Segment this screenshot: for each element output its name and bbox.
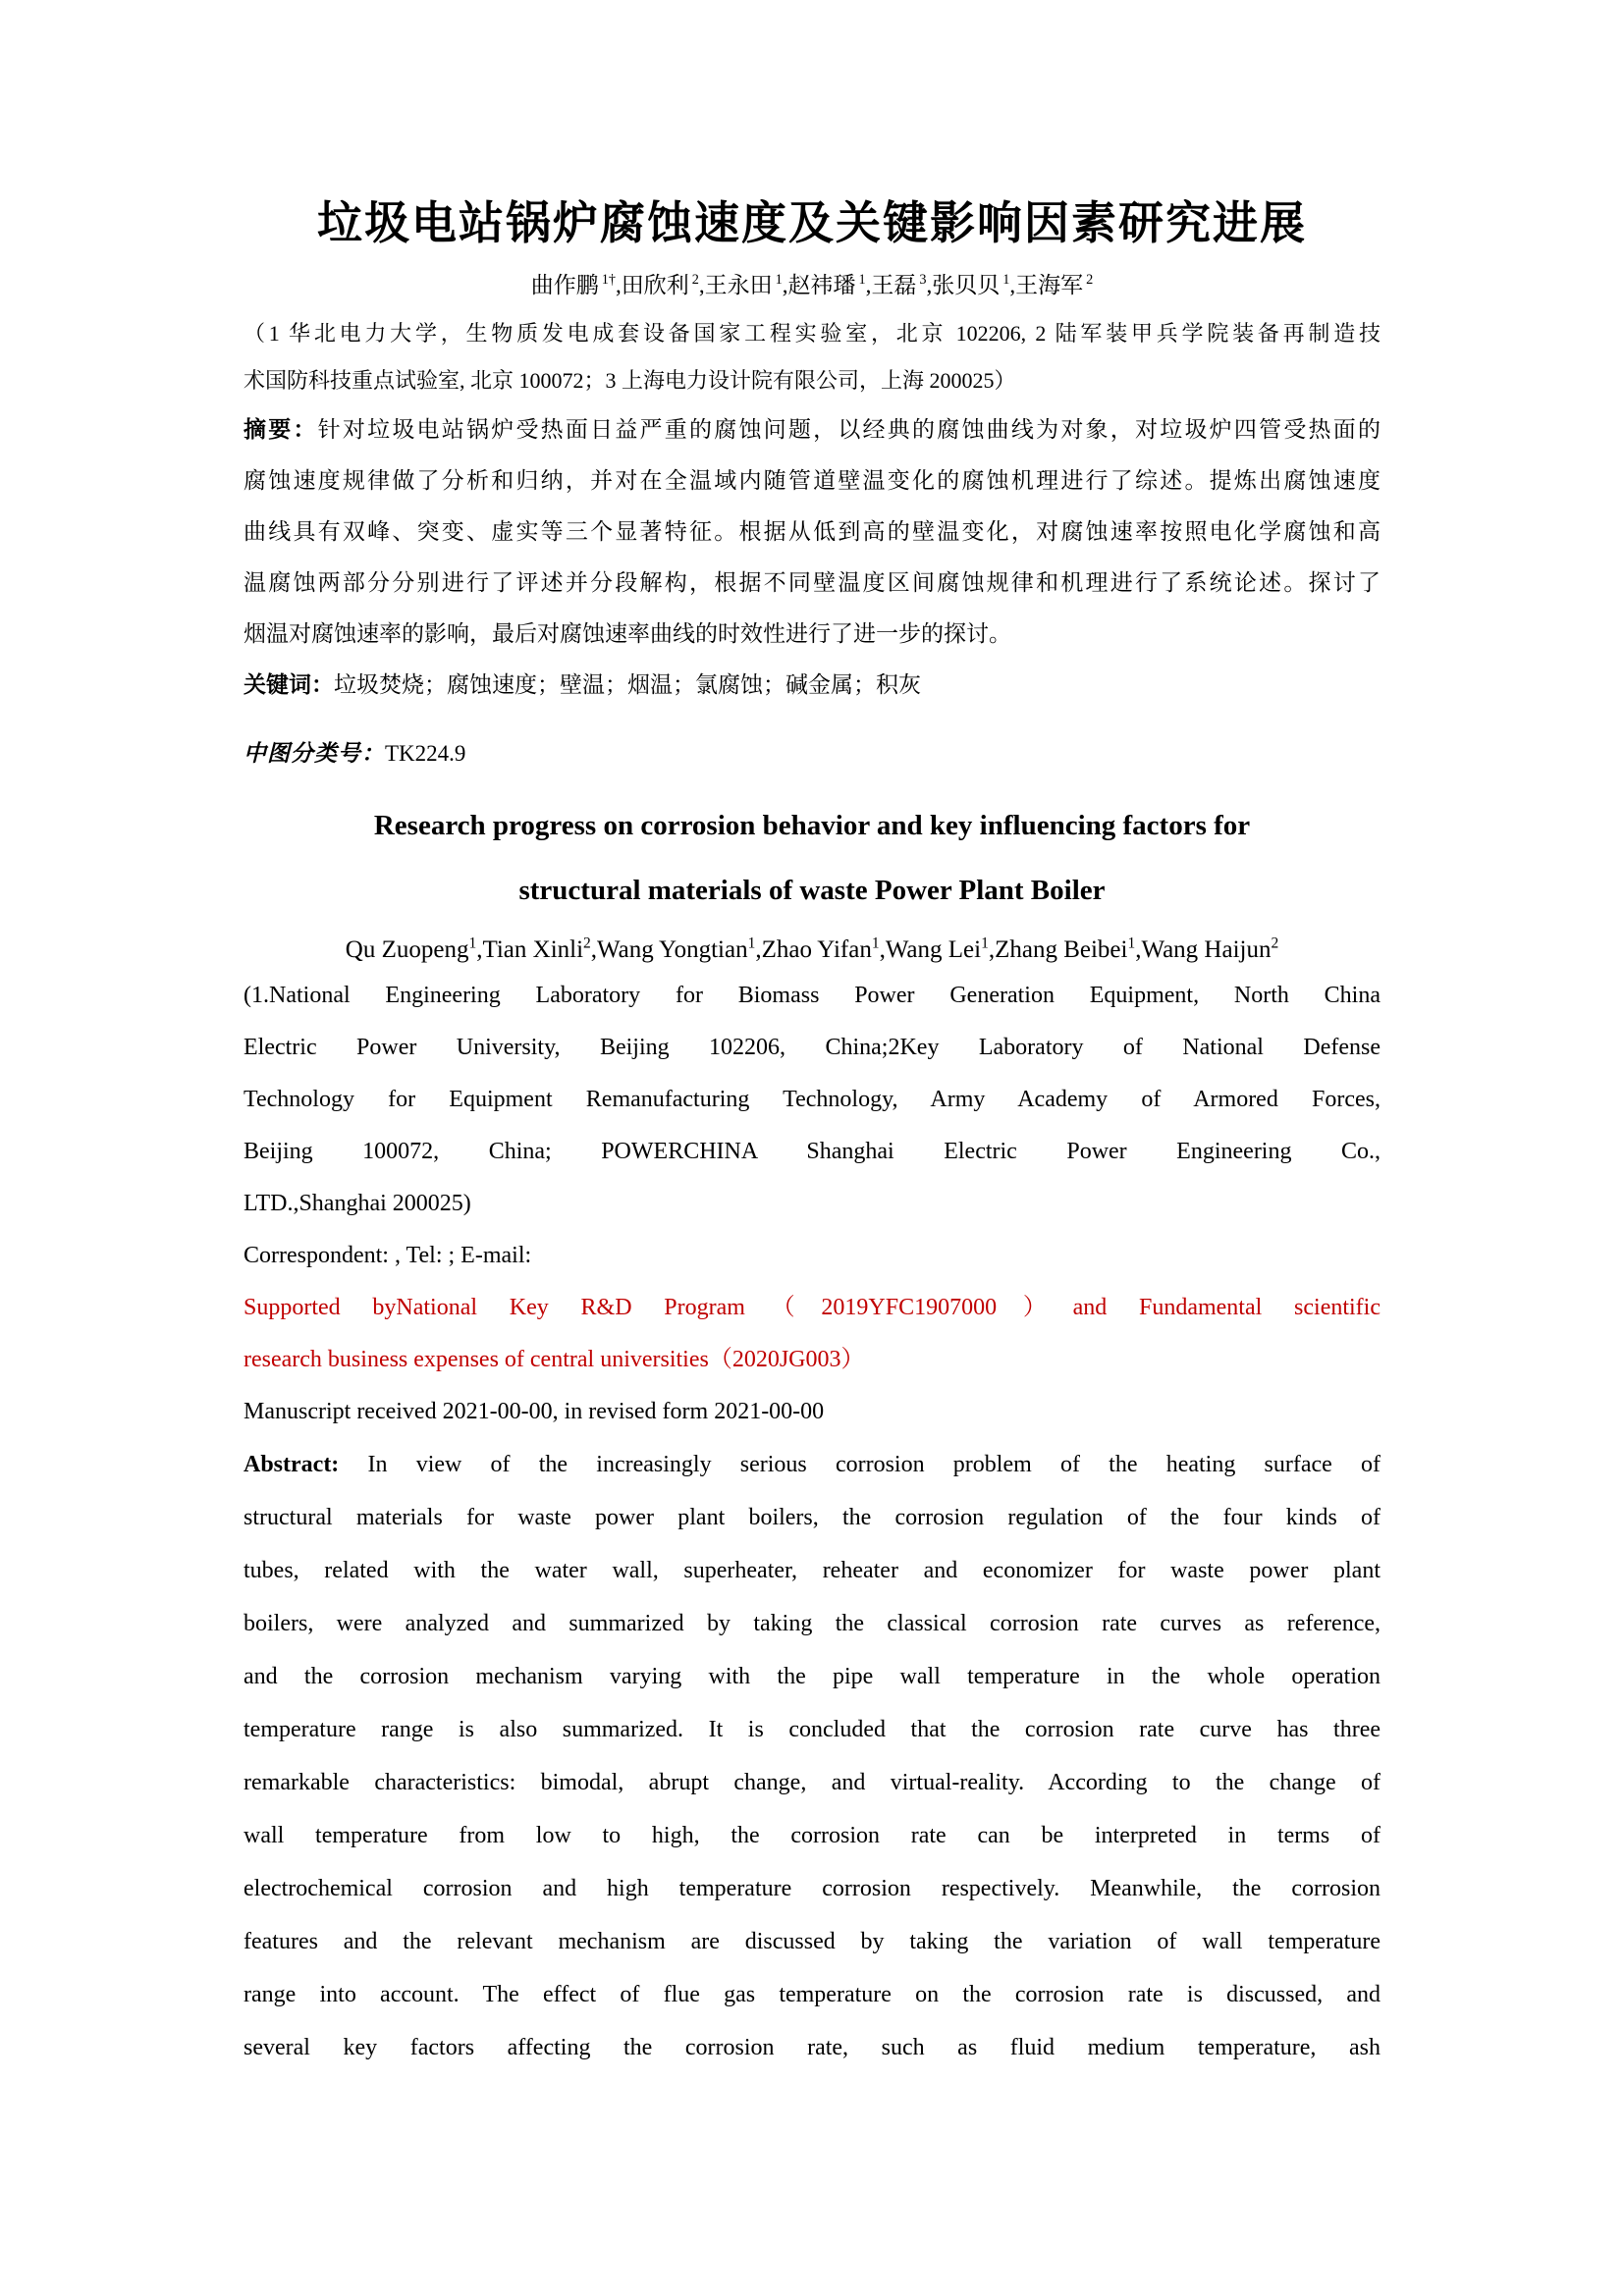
author-superscript: 2: [1086, 272, 1094, 289]
received-line: Manuscript received 2021-00-00, in revised form 2021-00-00: [244, 1399, 825, 1424]
text-line: remarkable characteristics: bimodal, abrupt change, and virtual-reality. According to the change of: [244, 1770, 1380, 1795]
english-title: [244, 793, 1380, 923]
text-line: structural materials for waste power plant boilers, the corrosion regulation of the four kinds of: [244, 1505, 1380, 1530]
english-abstract: [244, 1438, 1380, 2074]
english-abstract-lines: [244, 1491, 1380, 2074]
correspondent-line: Correspondent: , Tel: ; E-mail:: [244, 1243, 532, 1268]
funding-line: research business expenses of central universities（2020JG003）: [244, 1347, 865, 1372]
author-superscript: 3: [919, 272, 927, 289]
text-line: electrochemical corrosion and high temperature corrosion respectively. Meanwhile, the corrosion: [244, 1876, 1380, 1901]
chinese-title: 垃圾电站锅炉腐蚀速度及关键影响因素研究进展: [317, 198, 1307, 248]
chinese-abstract-first-text: 针对垃圾电站锅炉受热面日益严重的腐蚀问题，以经典的腐蚀曲线为对象，对垃圾炉四管受热面的: [317, 417, 1381, 442]
text-line: features and the relevant mechanism are discussed by taking the variation of wall temperature: [244, 1929, 1380, 1954]
chinese-keywords-text: 垃圾焚烧；腐蚀速度；壁温；烟温；氯腐蚀；碱金属；积灰: [334, 672, 921, 697]
author-superscript: 1: [1127, 934, 1136, 952]
chinese-authors: 曲作鹏 $^{1\dagger}$,田欣利 $^2$,王永田 $^1$,赵祎璠 $^1$,王磊 $^3$,张贝贝 $^1$,王海军 $^2$: [530, 272, 1094, 297]
chinese-affiliation-line: 术国防科技重点试验室, 北京 100072；3 上海电力设计院有限公司，上海 200025）: [244, 368, 1016, 393]
chinese-affiliation: [244, 310, 1380, 404]
text-line: Beijing 100072, China; POWERCHINA Shanghai Electric Power Engineering Co.,: [244, 1139, 1380, 1164]
english-affiliation-lines: [244, 970, 1380, 1178]
chinese-abstract-label: 摘要：: [244, 417, 318, 442]
text-line: Technology for Equipment Remanufacturing Technology, Army Academy of Armored Forces,: [244, 1087, 1380, 1112]
author-superscript: 1: [775, 272, 783, 289]
author-superscript: 1: [468, 934, 477, 952]
english-authors: Qu Zuopeng$^1$,Tian Xinli$^2$,Wang Yongtian$^1$,Zhao Yifan$^1$,Wang Lei$^1$,Zhang Beibei$^1$,Wang Haijun$^2$: [345, 934, 1279, 963]
text-line: Electric Power University, Beijing 102206, China;2Key Laboratory of National Defense: [244, 1035, 1380, 1060]
clc-label: 中图分类号：: [244, 741, 385, 766]
author-superscript: 1: [981, 934, 989, 952]
funding-note: [244, 1282, 1380, 1386]
author-superscript: 2: [691, 272, 699, 289]
author-superscript: 1: [747, 934, 756, 952]
author-superscript: 1: [858, 272, 866, 289]
chinese-keywords: [244, 660, 1380, 711]
text-line: 腐蚀速度规律做了分析和归纳，并对在全温域内随管道壁温变化的腐蚀机理进行了综述。提炼出腐蚀速度: [244, 468, 1380, 493]
clc-value: TK224.9: [385, 741, 466, 766]
chinese-abstract-first-line: [244, 404, 1380, 455]
manuscript-content: [244, 0, 1380, 2074]
text-line: and the corrosion mechanism varying with the pipe wall temperature in the whole operation: [244, 1664, 1380, 1689]
english-affiliation-last-line: LTD.,Shanghai 200025): [244, 1191, 471, 1216]
author-superscript: 2: [583, 934, 591, 952]
english-title-line: Research progress on corrosion behavior and key influencing factors for: [373, 810, 1251, 841]
chinese-abstract: [244, 404, 1380, 660]
funding-line: Supported byNational Key R&D Program（2019YFC1907000）and Fundamental scientific: [244, 1295, 1380, 1320]
text-line: 曲线具有双峰、突变、虚实等三个显著特征。根据从低到高的壁温变化，对腐蚀速率按照电化学腐蚀和高: [244, 519, 1380, 544]
text-line: 温腐蚀两部分分别进行了评述并分段解构，根据不同壁温度区间腐蚀规律和机理进行了系统论述。探讨了: [244, 570, 1380, 595]
clc-number-line: [244, 728, 1380, 779]
chinese-abstract-last-line: 烟温对腐蚀速率的影响，最后对腐蚀速率曲线的时效性进行了进一步的探讨。: [244, 621, 1011, 646]
english-abstract-label: Abstract:: [244, 1452, 340, 1477]
text-line: (1.National Engineering Laboratory for Biomass Power Generation Equipment, North China: [244, 983, 1380, 1008]
author-superscript: 1: [871, 934, 880, 952]
english-affiliation: [244, 970, 1380, 1230]
text-line: range into account. The effect of flue gas temperature on the corrosion rate is discussed, and: [244, 1982, 1380, 2007]
english-abstract-first-line: [244, 1438, 1380, 1491]
text-line: several key factors affecting the corrosion rate, such as fluid medium temperature, ash: [244, 2035, 1380, 2060]
author-superscript: 1†: [601, 272, 616, 289]
english-abstract-first-text: In view of the increasingly serious corrosion problem of the heating surface of: [367, 1452, 1381, 1477]
author-superscript: 1: [1002, 272, 1010, 289]
chinese-abstract-middle-lines: [244, 455, 1380, 609]
author-superscript: 2: [1271, 934, 1279, 952]
text-line: boilers, were analyzed and summarized by taking the classical corrosion rate curves as reference,: [244, 1611, 1380, 1636]
text-line: tubes, related with the water wall, superheater, reheater and economizer for waste power plant: [244, 1558, 1380, 1583]
text-line: temperature range is also summarized. It is concluded that the corrosion rate curve has three: [244, 1717, 1380, 1742]
text-line: wall temperature from low to high, the corrosion rate can be interpreted in terms of: [244, 1823, 1380, 1848]
english-title-line: structural materials of waste Power Plant Boiler: [518, 875, 1106, 906]
chinese-keywords-label: 关键词：: [244, 672, 334, 697]
chinese-affiliation-line: （1 华北电力大学，生物质发电成套设备国家工程实验室，北京 102206, 2 陆军装甲兵学院装备再制造技: [244, 321, 1380, 346]
